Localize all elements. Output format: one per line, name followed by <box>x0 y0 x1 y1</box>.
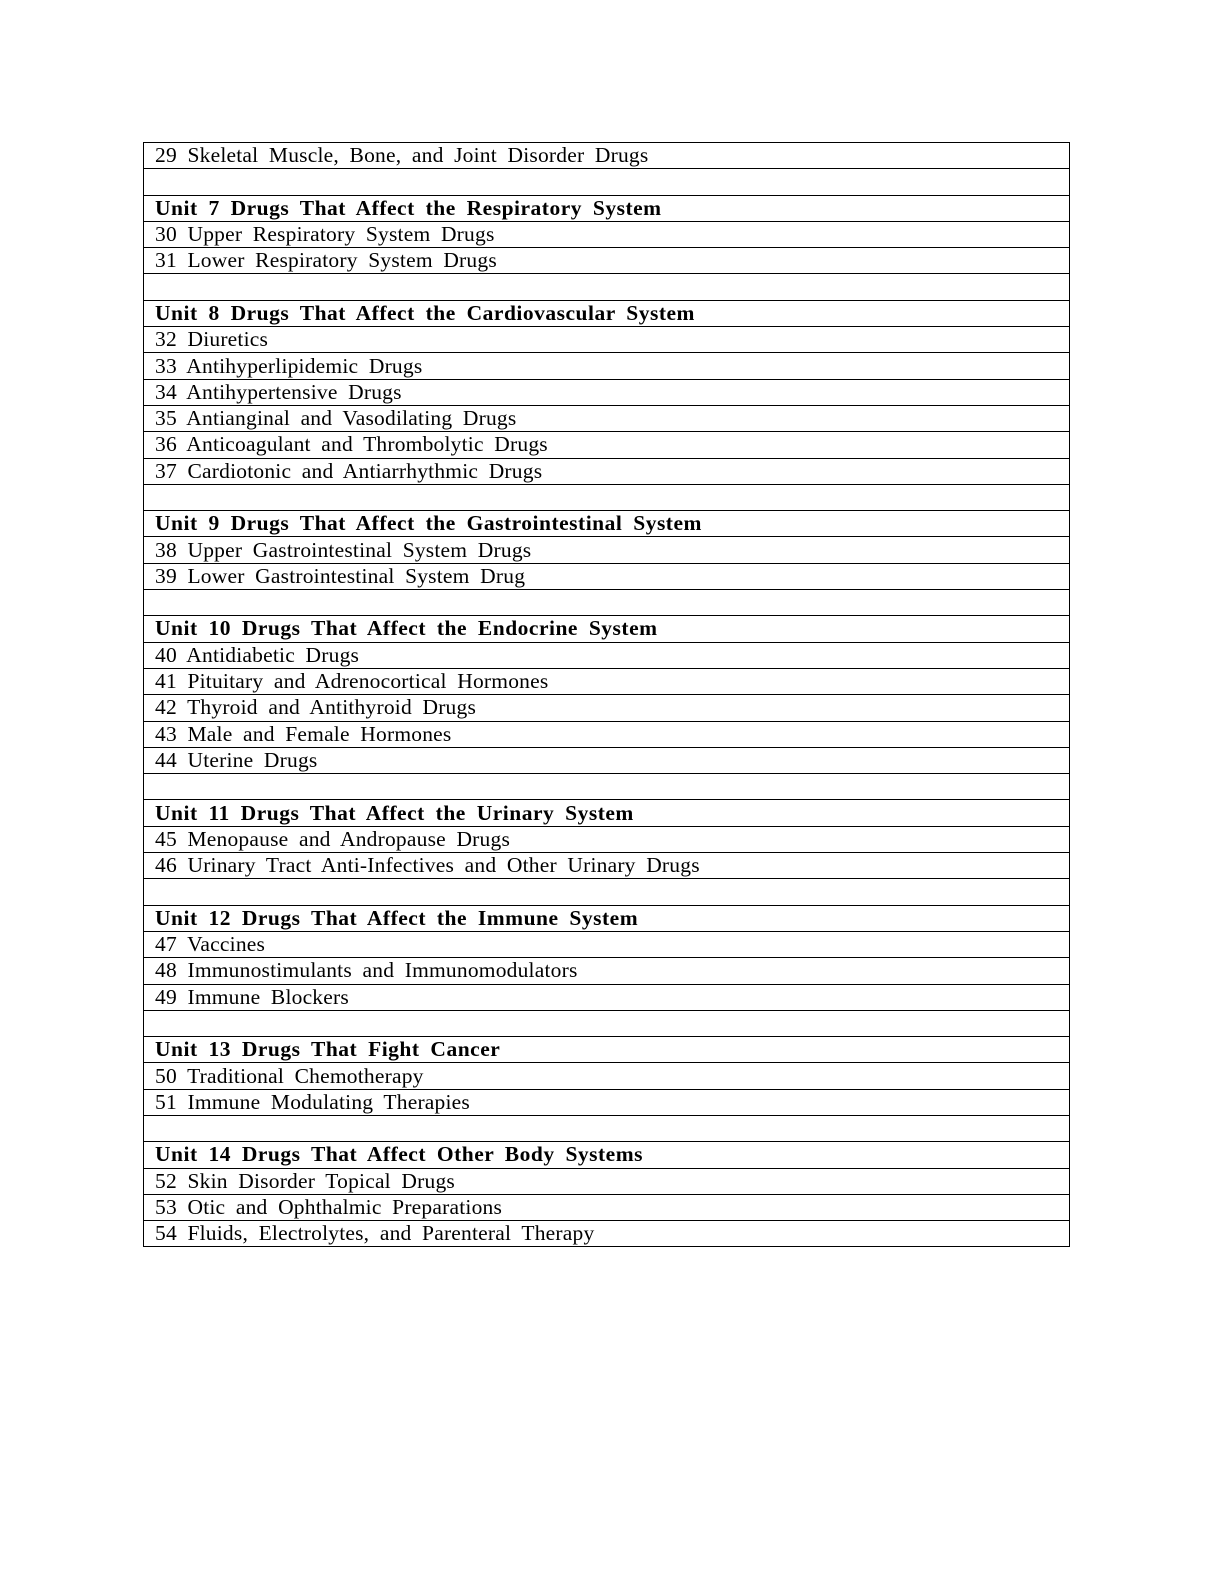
unit-heading-text: Unit 14 Drugs That Affect Other Body Systems <box>144 1142 1070 1168</box>
unit-heading-text: Unit 7 Drugs That Affect the Respiratory System <box>144 195 1070 221</box>
blank-row <box>144 1010 1070 1036</box>
blank-row <box>144 774 1070 800</box>
unit-heading-row <box>144 511 1070 537</box>
chapter-row <box>144 379 1070 405</box>
contents-table-body <box>144 143 1070 1247</box>
chapter-title: 53 Otic and Ophthalmic Preparations <box>144 1194 1070 1220</box>
chapter-row <box>144 221 1070 247</box>
unit-heading-text: Unit 9 Drugs That Affect the Gastrointestinal System <box>144 511 1070 537</box>
chapter-row <box>144 1063 1070 1089</box>
chapter-row <box>144 143 1070 169</box>
chapter-row <box>144 563 1070 589</box>
chapter-row <box>144 458 1070 484</box>
chapter-title: 42 Thyroid and Antithyroid Drugs <box>144 695 1070 721</box>
chapter-title: 41 Pituitary and Adrenocortical Hormones <box>144 668 1070 694</box>
chapter-title: 31 Lower Respiratory System Drugs <box>144 248 1070 274</box>
unit-heading-row <box>144 1037 1070 1063</box>
chapter-title: 46 Urinary Tract Anti-Infectives and Other Urinary Drugs <box>144 853 1070 879</box>
contents-table <box>143 142 1070 1247</box>
chapter-title: 50 Traditional Chemotherapy <box>144 1063 1070 1089</box>
chapter-row <box>144 826 1070 852</box>
blank-cell <box>144 774 1070 800</box>
chapter-row <box>144 432 1070 458</box>
chapter-title: 38 Upper Gastrointestinal System Drugs <box>144 537 1070 563</box>
chapter-title: 39 Lower Gastrointestinal System Drug <box>144 563 1070 589</box>
chapter-title: 32 Diuretics <box>144 327 1070 353</box>
blank-row <box>144 879 1070 905</box>
blank-cell <box>144 274 1070 300</box>
unit-heading-row <box>144 300 1070 326</box>
chapter-title: 54 Fluids, Electrolytes, and Parenteral Therapy <box>144 1221 1070 1247</box>
chapter-row <box>144 353 1070 379</box>
chapter-title: 48 Immunostimulants and Immunomodulators <box>144 958 1070 984</box>
unit-heading-row <box>144 1142 1070 1168</box>
chapter-title: 49 Immune Blockers <box>144 984 1070 1010</box>
chapter-title: 36 Anticoagulant and Thrombolytic Drugs <box>144 432 1070 458</box>
chapter-title: 44 Uterine Drugs <box>144 747 1070 773</box>
unit-heading-row <box>144 616 1070 642</box>
chapter-row <box>144 1221 1070 1247</box>
chapter-row <box>144 1168 1070 1194</box>
unit-heading-row <box>144 905 1070 931</box>
chapter-title: 40 Antidiabetic Drugs <box>144 642 1070 668</box>
unit-heading-row <box>144 800 1070 826</box>
chapter-title: 47 Vaccines <box>144 931 1070 957</box>
chapter-row <box>144 721 1070 747</box>
chapter-row <box>144 248 1070 274</box>
chapter-title: 45 Menopause and Andropause Drugs <box>144 826 1070 852</box>
chapter-row <box>144 1089 1070 1115</box>
blank-cell <box>144 590 1070 616</box>
chapter-title: 51 Immune Modulating Therapies <box>144 1089 1070 1115</box>
chapter-title: 30 Upper Respiratory System Drugs <box>144 221 1070 247</box>
chapter-row <box>144 853 1070 879</box>
unit-heading-text: Unit 8 Drugs That Affect the Cardiovascular System <box>144 300 1070 326</box>
chapter-row <box>144 1194 1070 1220</box>
chapter-row <box>144 695 1070 721</box>
blank-cell <box>144 169 1070 195</box>
unit-heading-text: Unit 12 Drugs That Affect the Immune System <box>144 905 1070 931</box>
chapter-row <box>144 668 1070 694</box>
blank-row <box>144 590 1070 616</box>
chapter-title: 29 Skeletal Muscle, Bone, and Joint Disorder Drugs <box>144 143 1070 169</box>
chapter-row <box>144 537 1070 563</box>
unit-heading-text: Unit 11 Drugs That Affect the Urinary System <box>144 800 1070 826</box>
chapter-row <box>144 958 1070 984</box>
unit-heading-text: Unit 10 Drugs That Affect the Endocrine System <box>144 616 1070 642</box>
chapter-row <box>144 984 1070 1010</box>
blank-row <box>144 484 1070 510</box>
blank-cell <box>144 1010 1070 1036</box>
chapter-row <box>144 931 1070 957</box>
chapter-row <box>144 642 1070 668</box>
blank-cell <box>144 1115 1070 1141</box>
blank-cell <box>144 484 1070 510</box>
blank-row <box>144 169 1070 195</box>
chapter-title: 35 Antianginal and Vasodilating Drugs <box>144 405 1070 431</box>
chapter-row <box>144 327 1070 353</box>
chapter-title: 52 Skin Disorder Topical Drugs <box>144 1168 1070 1194</box>
blank-row <box>144 274 1070 300</box>
chapter-title: 43 Male and Female Hormones <box>144 721 1070 747</box>
chapter-row <box>144 747 1070 773</box>
chapter-title: 37 Cardiotonic and Antiarrhythmic Drugs <box>144 458 1070 484</box>
unit-heading-text: Unit 13 Drugs That Fight Cancer <box>144 1037 1070 1063</box>
chapter-title: 34 Antihypertensive Drugs <box>144 379 1070 405</box>
chapter-row <box>144 405 1070 431</box>
blank-row <box>144 1115 1070 1141</box>
chapter-title: 33 Antihyperlipidemic Drugs <box>144 353 1070 379</box>
blank-cell <box>144 879 1070 905</box>
unit-heading-row <box>144 195 1070 221</box>
